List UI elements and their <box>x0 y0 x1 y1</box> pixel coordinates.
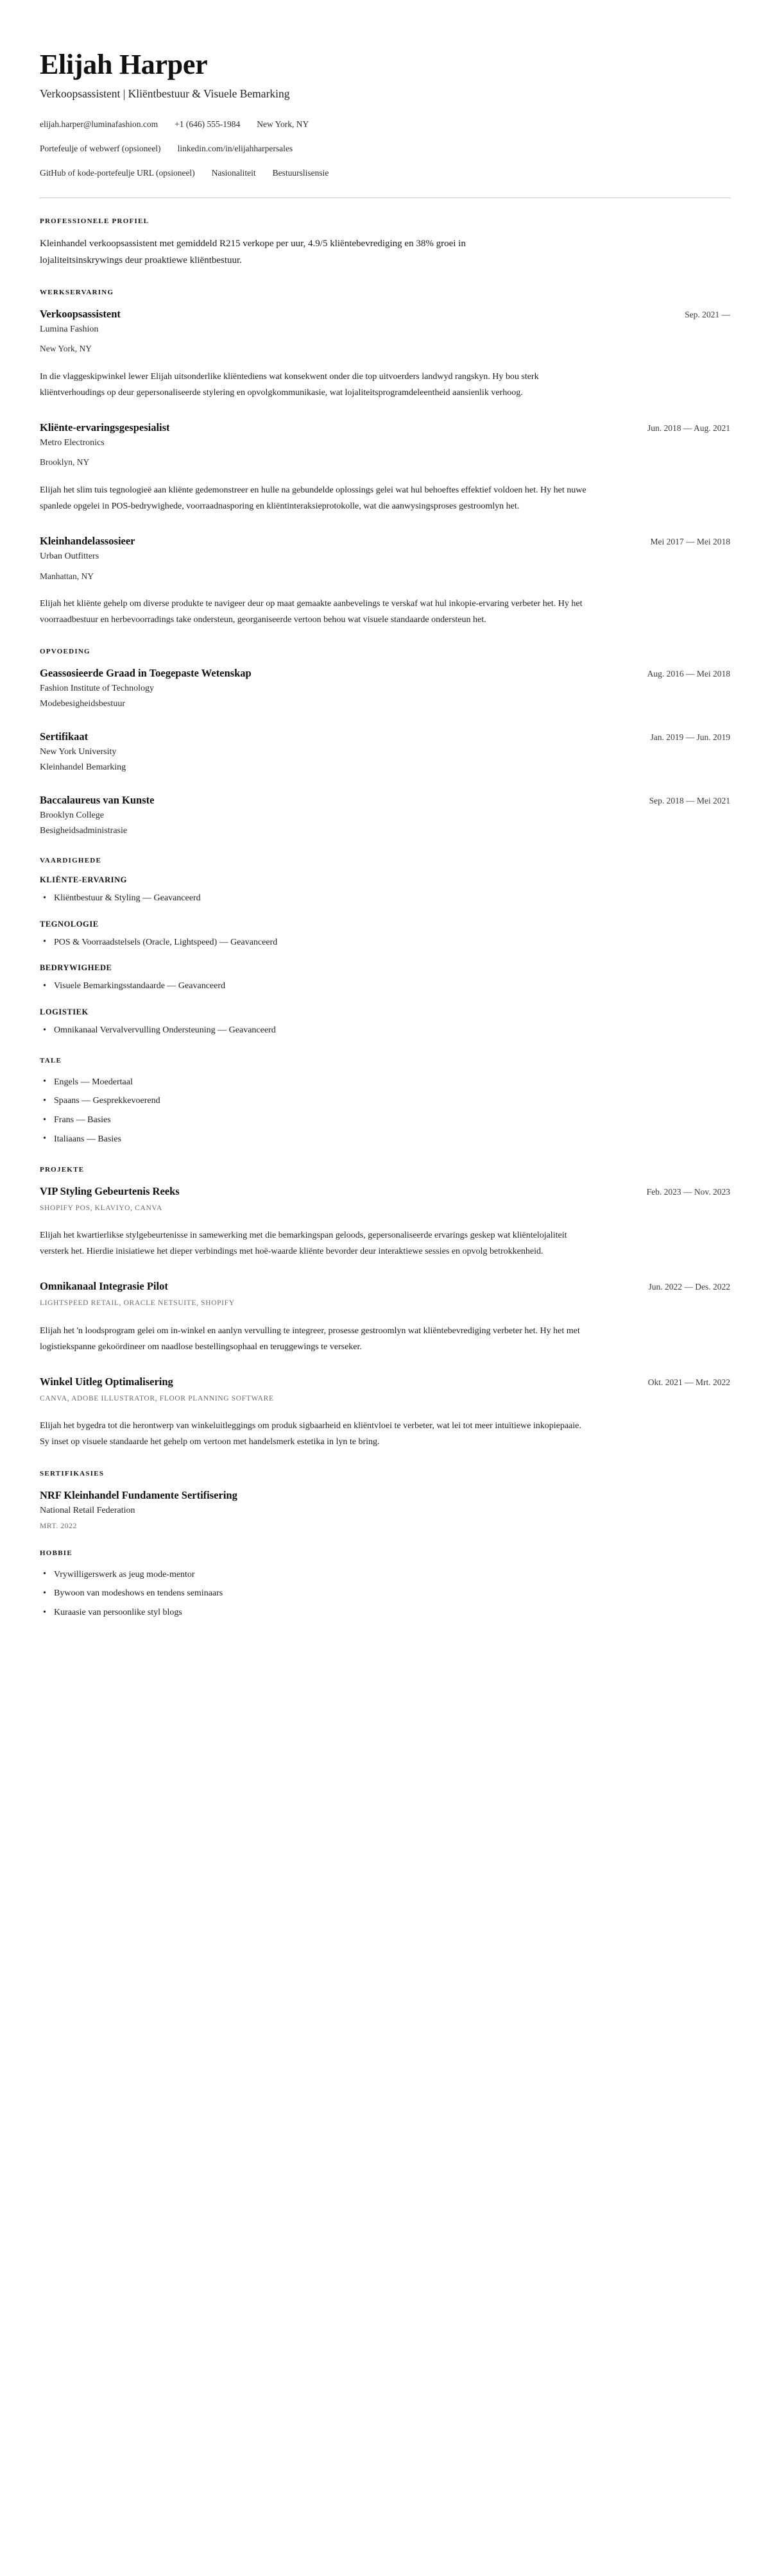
job-company: Lumina Fashion <box>40 324 99 335</box>
contact-row-3 <box>40 167 730 180</box>
job-date: Sep. 2021 — <box>685 309 730 319</box>
section-title-languages: TALE <box>40 1056 62 1065</box>
entry-header <box>40 421 730 434</box>
project-entry <box>40 1184 730 1261</box>
hobby-item: • Kuraasie van persoonlike styl blogs <box>40 1606 730 1620</box>
contact-nationality: Nasionaliteit <box>211 168 256 178</box>
job-date: Jun. 2018 — Aug. 2021 <box>647 423 730 433</box>
section-title-certifications: SERTIFIKASIES <box>40 1470 105 1478</box>
project-entry <box>40 1279 730 1356</box>
project-stack: LIGHTSPEED RETAIL, ORACLE NETSUITE, SHOPIFY <box>40 1299 235 1308</box>
experience-entry <box>40 307 730 401</box>
skill-list <box>40 936 730 950</box>
skill-item: • Visuele Bemarkingsstandaarde — Geavanceerd <box>40 979 730 993</box>
degree-date: Jan. 2019 — Jun. 2019 <box>650 732 730 742</box>
section-projects <box>40 1166 730 1451</box>
job-company: Metro Electronics <box>40 438 105 448</box>
job-location: New York, NY <box>40 344 92 354</box>
section-title-projects: PROJEKTE <box>40 1165 85 1174</box>
contact-github[interactable]: GitHub of kode-portefeulje URL (opsioneel) <box>40 168 195 178</box>
project-title: Winkel Uitleg Optimalisering <box>40 1375 173 1388</box>
job-date: Mei 2017 — Mei 2018 <box>650 536 730 546</box>
skill-group <box>40 920 730 950</box>
contact-phone[interactable]: +1 (646) 555-1984 <box>175 119 241 130</box>
skill-item: • POS & Voorraadstelsels (Oracle, Lightspeed) — Geavanceerd <box>40 936 730 950</box>
skill-group <box>40 1007 730 1038</box>
job-location: Brooklyn, NY <box>40 457 90 467</box>
section-hobbies <box>40 1549 730 1620</box>
education-entry <box>40 793 730 838</box>
entry-header <box>40 666 730 680</box>
candidate-headline: Verkoopsassistent | Kliëntbestuur & Visuele Bemarking <box>40 87 290 100</box>
section-languages <box>40 1057 730 1147</box>
school-name: Fashion Institute of Technology <box>40 684 155 694</box>
hobby-list <box>40 1568 730 1620</box>
school-name: Brooklyn College <box>40 811 104 821</box>
language-item: • Engels — Moedertaal <box>40 1075 730 1090</box>
entry-header <box>40 534 730 548</box>
skill-item: • Kliëntbestuur & Styling — Geavanceerd <box>40 891 730 905</box>
section-title-experience: WERKSERVARING <box>40 288 114 296</box>
section-title-skills: VAARDIGHEDE <box>40 857 102 865</box>
project-date: Jun. 2022 — Des. 2022 <box>648 1282 730 1292</box>
certification-entry <box>40 1488 730 1530</box>
project-description: Elijah het 'n loodsprogram gelei om in-winkel en aanlyn vervulling te integreer, prosesse gestroomlyn wat kliëntebevrediging verbeter het. Hy het met logistiekspanne gekoördineer om naadlose bestellingsophaal en teruggewings te verseker. <box>40 1326 580 1352</box>
field-of-study: Kleinhandel Bemarking <box>40 762 126 772</box>
education-entry <box>40 666 730 711</box>
contact-row-2 <box>40 142 730 156</box>
degree-title: Baccalaureus van Kunste <box>40 794 155 806</box>
section-title-hobbies: HOBBIE <box>40 1549 73 1557</box>
entry-header <box>40 307 730 321</box>
skill-group <box>40 875 730 905</box>
project-entry <box>40 1375 730 1451</box>
project-date: Feb. 2023 — Nov. 2023 <box>646 1186 730 1197</box>
section-certifications <box>40 1470 730 1530</box>
project-stack: CANVA, ADOBE ILLUSTRATOR, FLOOR PLANNING SOFTWARE <box>40 1394 274 1402</box>
skill-list <box>40 891 730 905</box>
contact-portfolio[interactable]: Portefeulje of webwerf (opsioneel) <box>40 144 161 154</box>
experience-entry <box>40 534 730 628</box>
job-company: Urban Outfitters <box>40 551 99 562</box>
skill-group-title: TEGNOLOGIE <box>40 919 99 929</box>
contact-email[interactable]: elijah.harper@luminafashion.com <box>40 119 158 130</box>
job-title: Kleinhandelassosieer <box>40 534 135 547</box>
field-of-study: Modebesigheidsbestuur <box>40 698 125 709</box>
field-of-study: Besigheidsadministrasie <box>40 825 128 836</box>
certification-issuer: National Retail Federation <box>40 1506 135 1516</box>
hobby-item: • Vrywilligerswerk as jeug mode-mentor <box>40 1568 730 1582</box>
degree-date: Sep. 2018 — Mei 2021 <box>649 796 730 805</box>
cv-header <box>40 50 730 198</box>
hobby-item: • Bywoon van modeshows en tendens seminaars <box>40 1587 730 1601</box>
job-description: Elijah het slim tuis tegnologieë aan kliënte gedemonstreer en hulle na gebundelde oplossings gelei wat hul behoeftes effektief voldoen het. Hy het nuwe spanlede opgelei in POS-bedrywighede, voorraadnasporing en kliëntinteraksieprotokolle, wat die aanwysingsproses gestroomlyn het. <box>40 485 586 511</box>
section-title-education: OPVOEDING <box>40 647 90 655</box>
language-item: • Spaans — Gesprekkevoerend <box>40 1094 730 1108</box>
skill-list <box>40 1023 730 1038</box>
certification-title: NRF Kleinhandel Fundamente Sertifisering <box>40 1489 237 1502</box>
degree-title: Geassosieerde Graad in Toegepaste Wetenskap <box>40 666 252 679</box>
project-description: Elijah het kwartierlikse stylgebeurtenisse in samewerking met die bemarkingspan geloods, gepersonaliseerde ervarings geskep wat kliëntelojaliteit versterk het. Hierdie inisiatiewe het dieper verbindings met hoë-waarde kliënte bevorder deur interaktiewe sessies en opvolg betrokkenheid. <box>40 1231 567 1257</box>
skill-group-title: KLIËNTE-ERVARING <box>40 875 127 885</box>
degree-title: Sertifikaat <box>40 730 89 743</box>
entry-header <box>40 793 730 807</box>
certification-date: MRT. 2022 <box>40 1522 77 1530</box>
skill-group <box>40 963 730 993</box>
skill-group-title: LOGISTIEK <box>40 1007 89 1017</box>
profile-summary: Kleinhandel verkoopsassistent met gemiddeld R215 verkope per uur, 4.9/5 kliëntebevrediging en 38% groei in lojaliteitsinskrywings deur proaktiewe kliëntbestuur. <box>40 239 466 265</box>
project-description: Elijah het bygedra tot die herontwerp van winkeluitleggings om produk sigbaarheid en kliëntvloei te verbeter, wat lei tot meer intuïtiewe inkopiepaaie. Sy inset op visuele standaarde het gehelp om vertoon met handelsmerk estetika in lyn te bring. <box>40 1421 581 1447</box>
section-title-profile: PROFESSIONELE PROFIEL <box>40 217 150 226</box>
language-item: • Frans — Basies <box>40 1113 730 1127</box>
section-profile <box>40 217 730 269</box>
degree-date: Aug. 2016 — Mei 2018 <box>647 668 730 678</box>
skill-group-title: BEDRYWIGHEDE <box>40 963 112 973</box>
language-item: • Italiaans — Basies <box>40 1132 730 1147</box>
skill-item: • Omnikanaal Vervalvervulling Ondersteuning — Geavanceerd <box>40 1023 730 1038</box>
job-description: Elijah het kliënte gehelp om diverse produkte te navigeer deur op maat gemaakte aanbevelings te verskaf wat hul inkopie-ervaring verbeter het. Hy het voorraadbestuur en herbevoorradings take ondersteun, georganiseerde vertoon behou wat visuele standaarde ondersteun het. <box>40 599 583 625</box>
skill-list <box>40 979 730 993</box>
job-description: In die vlaggeskipwinkel lewer Elijah uitsonderlike kliëntediens wat konsekwent onder die top uitvoerders landwyd rangskyn. Hy bou sterk kliëntverhoudings op deur gepersonaliseerde stylering en opvolgkommunikasie, wat lojaliteitsprogramdeleentheid aansienlik verhoog. <box>40 371 539 398</box>
contact-driving-license: Bestuurslisensie <box>272 168 329 178</box>
contact-row-1 <box>40 118 730 131</box>
entry-header <box>40 1375 730 1388</box>
contact-location: New York, NY <box>257 119 309 130</box>
language-list <box>40 1075 730 1147</box>
contact-linkedin[interactable]: linkedin.com/in/elijahharpersales <box>177 144 293 154</box>
entry-header <box>40 730 730 743</box>
entry-header <box>40 1279 730 1293</box>
candidate-name: Elijah Harper <box>40 49 208 80</box>
project-title: VIP Styling Gebeurtenis Reeks <box>40 1184 180 1197</box>
job-title: Kliënte-ervaringsgespesialist <box>40 421 170 434</box>
experience-entry <box>40 421 730 515</box>
project-title: Omnikanaal Integrasie Pilot <box>40 1280 168 1293</box>
entry-header <box>40 1184 730 1198</box>
section-experience <box>40 289 730 628</box>
section-skills <box>40 857 730 1038</box>
project-stack: SHOPIFY POS, KLAVIYO, CANVA <box>40 1204 162 1212</box>
section-education <box>40 648 730 838</box>
job-title: Verkoopsassistent <box>40 307 121 320</box>
school-name: New York University <box>40 747 117 757</box>
education-entry <box>40 730 730 774</box>
project-date: Okt. 2021 — Mrt. 2022 <box>647 1377 730 1387</box>
job-location: Manhattan, NY <box>40 571 94 581</box>
